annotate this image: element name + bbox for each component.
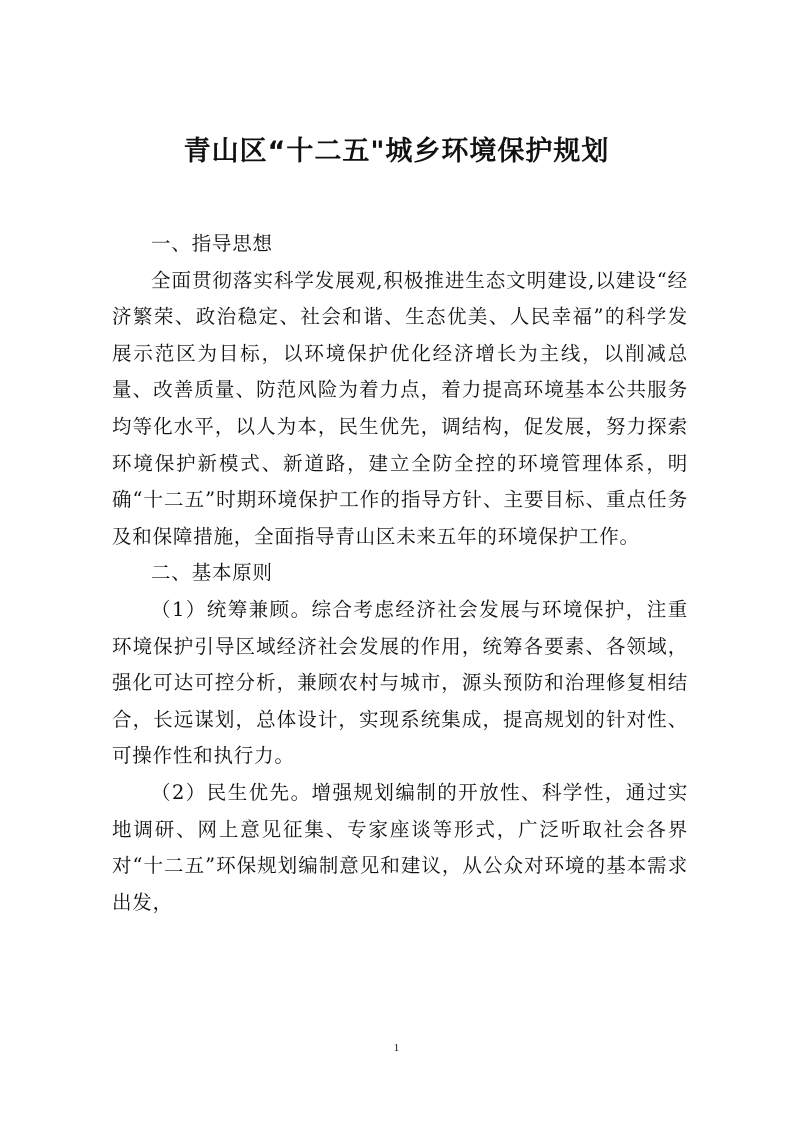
document-title: 青山区“十二五"城乡环境保护规划 <box>183 136 610 167</box>
body-paragraph: （2）民生优先。增强规划编制的开放性、科学性，通过实地调研、网上意见征集、专家座谈等形式，广泛听取社会各界对“十二五”环保规划编制意见和建议，从公众对环境的基本需求出发， <box>112 780 688 914</box>
page-number: 1 <box>393 1042 400 1054</box>
section-heading: 一、指导思想 <box>151 232 273 255</box>
body-paragraph: 全面贯彻落实科学发展观,积极推进生态文明建设,以建设“经济繁荣、政治稳定、社会和谐、生态优美、人民幸福”的科学发展示范区为目标，以环境保护优化经济增长为主线，以削减总量、改善质量、防范风险为着力点，着力提高环境基本公共服务均等化水平，以人为本，民生优先，调结构，促发展，努力探索环境保护新模式、新道路，建立全防全控的环境管理体系，明确“十二五”时期环境保护工作的指导方针、主要目标、重点任务及和保障措施，全面指导青山区未来五年的环境保护工作。 <box>112 268 688 548</box>
body-paragraph: （1）统筹兼顾。综合考虑经济社会发展与环境保护，注重环境保护引导区域经济社会发展的作用，统筹各要素、各领域，强化可达可控分析，兼顾农村与城市，源头预防和治理修复相结合，长远谋划，总体设计，实现系统集成，提高规划的针对性、可操作性和执行力。 <box>112 597 688 768</box>
document-body <box>112 226 688 921</box>
section-heading: 二、基本原则 <box>151 561 273 585</box>
